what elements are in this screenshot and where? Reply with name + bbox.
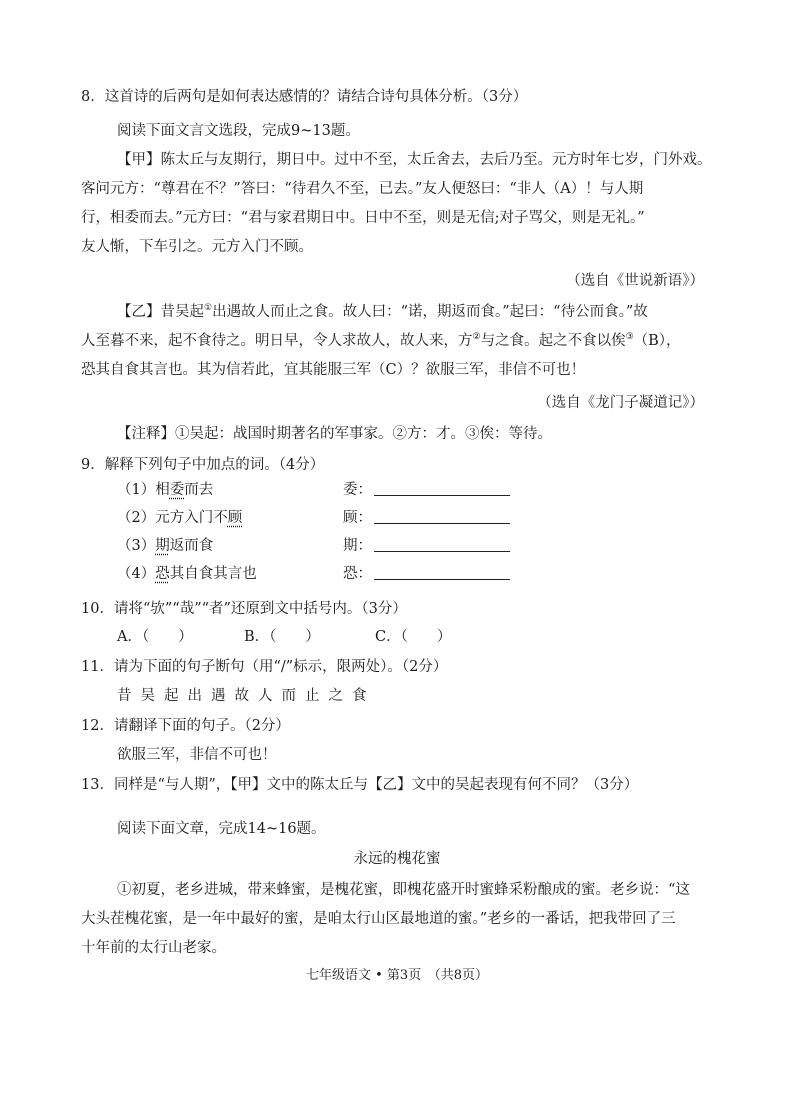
option-b[interactable]: B．（ ） [244,629,320,645]
text-span: 相 [155,482,170,498]
answer-field[interactable] [343,564,510,584]
question-9-item [117,536,213,556]
item-number: （2） [117,510,156,526]
dotted-word: 期 [155,538,170,554]
item-number: （1） [117,482,156,498]
answer-field[interactable] [343,536,510,556]
article-line: ①初夏，老乡进城，带来蜂蜜，是槐花蜜，即槐花盛开时蜜蜂采粉酿成的蜜。老乡说：“这 [117,882,690,898]
annotation-notes: 【注释】①吴起：战国时期著名的军事家。②方：才。③俟：等待。 [117,426,552,442]
question-9-item [117,508,242,528]
item-number: （4） [117,566,156,582]
passage-yi-source: （选自《龙门子凝道记》） [537,395,704,411]
text-span: 人至暮不来，起不食待之。明日早，令人求故人，故人来，方 [81,333,473,349]
option-a[interactable]: A．（ ） [117,629,193,645]
passage-yi-line [81,331,681,351]
answer-field[interactable] [343,480,510,500]
question-9-title: 9．解释下列句子中加点的词。（4分） [81,457,325,473]
article-line: 十年前的太行山老家。 [81,940,226,956]
dotted-word: 顾 [227,510,243,526]
text-span: 出遇故人而止之食。故人曰：“诺，期返而食。”起曰：“待公而食。”故 [212,304,648,320]
passage-yi-line [117,302,648,322]
question-8: 8．这首诗的后两句是如何表达感情的？请结合诗句具体分析。（3分） [81,89,528,105]
text-span: 返而食 [169,538,214,554]
passage-jia-line: 【甲】陈太丘与友期行，期日中。过中不至，太丘舍去，去后乃至。元方时年七岁，门外戏。 [117,152,712,168]
passage-jia-line: 客问元方：“尊君在不？”答曰：“待君久不至，已去。”友人便怒曰：“非人（A）！与人期 [81,181,644,197]
text-span: 【乙】昔吴起 [117,304,204,320]
answer-blank[interactable] [374,565,510,580]
article-title: 永远的槐花蜜 [353,851,441,867]
answer-field[interactable] [343,508,510,528]
question-9-item [117,480,213,500]
question-11-sentence: 昔吴起出遇故人而止之食 [117,688,376,704]
section-intro-modern: 阅读下面文章，完成14~16题。 [117,821,326,837]
footnote-marker: ③ [625,332,634,343]
page-footer: 七年级语文 • 第3页 （共8页） [306,968,488,983]
answer-label: 恐： [343,566,372,582]
text-span: 与之食。起之不食以俟 [480,333,626,349]
dotted-word: 恐 [155,566,170,582]
passage-yi-line: 恐其自食其言也。其为信若此，宜其能服三军（C）？欲服三军，非信不可也！ [81,362,586,378]
option-c[interactable]: C．（ ） [375,629,452,645]
text-span: 而去 [184,482,214,498]
question-13: 13．同样是“与人期”，【甲】文中的陈太丘与【乙】文中的吴起表现有何不同？（3分） [81,777,639,793]
text-span: 元方入门不 [155,510,228,526]
answer-label: 委： [343,482,372,498]
answer-blank[interactable] [374,537,510,552]
question-11-title: 11．请为下面的句子断句（用“/”标示，限两处）。（2分） [81,659,448,675]
answer-blank[interactable] [374,481,510,496]
text-span: 其自食其言也 [169,566,257,582]
footnote-marker: ② [472,332,481,343]
answer-blank[interactable] [374,509,510,524]
question-12-sentence: 欲服三军，非信不可也！ [117,747,277,763]
footnote-marker: ① [204,303,213,314]
question-9-item [117,564,257,584]
answer-label: 期： [343,538,372,554]
article-line: 大头茬槐花蜜，是一年中最好的蜜，是咱太行山区最地道的蜜。”老乡的一番话，把我带回了三 [81,911,676,927]
dotted-word: 委 [169,482,185,498]
passage-jia-line: 行，相委而去。”元方曰：“君与家君期日中。日中不至，则是无信;对子骂父，则是无礼。” [81,210,645,226]
question-10-options [117,627,451,647]
passage-jia-line: 友人惭，下车引之。元方入门不顾。 [81,239,313,255]
section-intro-classical: 阅读下面文言文选段，完成9~13题。 [117,123,360,139]
text-span: （B）， [633,333,681,349]
question-10-title: 10．请将“欤”“哉”“者”还原到文中括号内。（3分） [81,601,407,617]
answer-label: 顾： [343,510,372,526]
question-12-title: 12．请翻译下面的句子。（2分） [81,718,290,734]
item-number: （3） [117,538,156,554]
passage-jia-source: （选自《世说新语》） [566,273,704,289]
